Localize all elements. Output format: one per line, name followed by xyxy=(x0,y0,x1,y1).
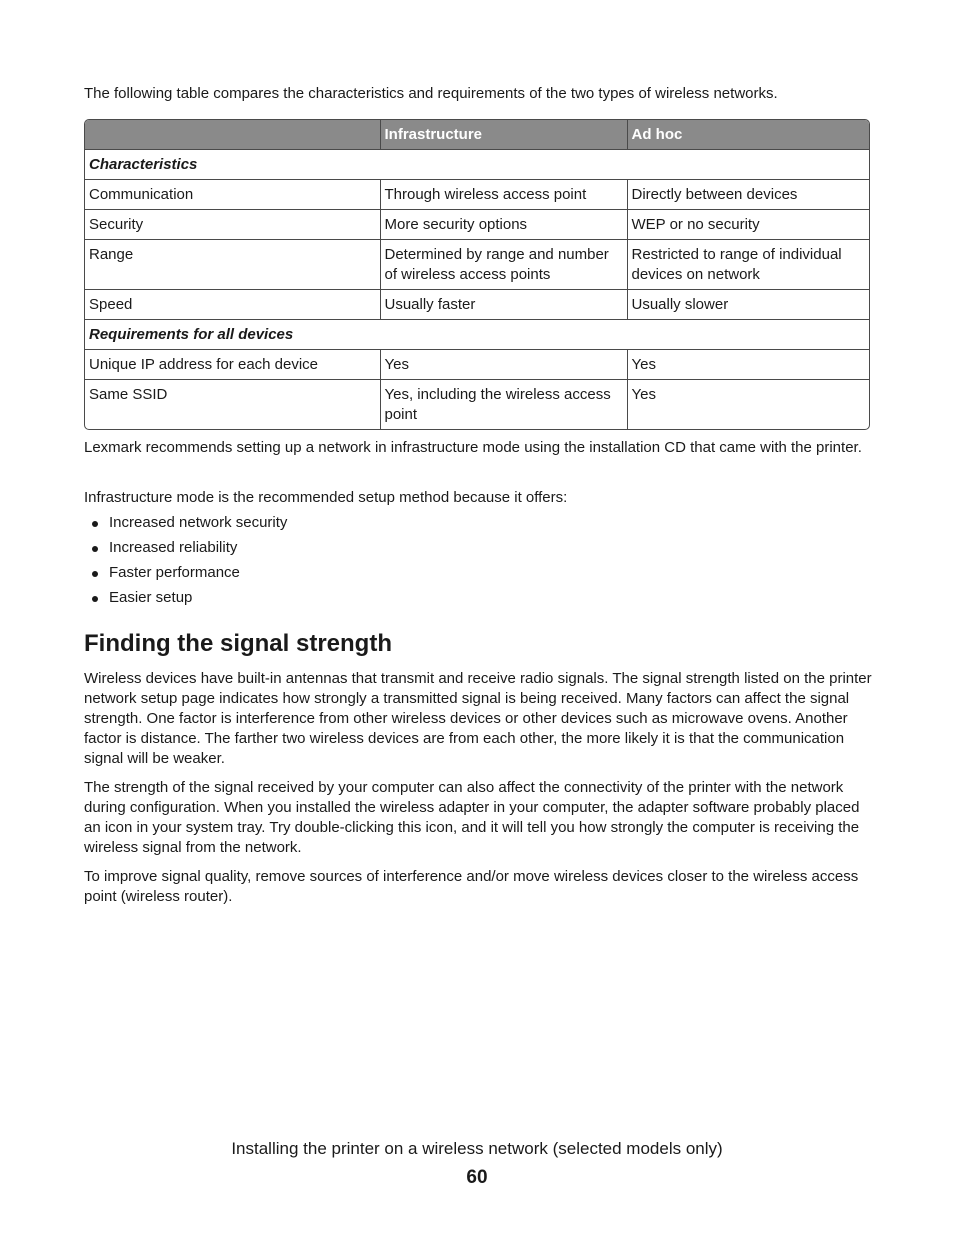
table-row xyxy=(85,210,869,240)
intro-paragraph: The following table compares the characteristics and requirements of the two types of wireless networks. xyxy=(84,85,778,102)
body-paragraph: To improve signal quality, remove sources of interference and/or move wireless devices closer to the wireless access point (wireless router). xyxy=(84,868,859,905)
table-cell: Same SSID xyxy=(85,380,380,430)
table-cell: Usually slower xyxy=(627,290,869,320)
table-cell: Determined by range and number of wireless access points xyxy=(380,240,627,290)
section-row-characteristics xyxy=(85,150,869,180)
list-item xyxy=(84,513,287,538)
table-cell: Communication xyxy=(85,180,380,210)
body-paragraph: Wireless devices have built-in antennas that transmit and receive radio signals. The signal strength listed on the printer network setup page indicates how strongly a transmitted signal is being received. Many factors can affect the signal strength. One factor is interference from other wireless devices or other devices such as microwave ovens. Another factor is distance. The farther two wireless devices are from each other, the more likely it is that the communication signal will be weaker. xyxy=(84,670,872,767)
footer-chapter-title: Installing the printer on a wireless network (selected models only) xyxy=(231,1139,723,1158)
table-cell: Unique IP address for each device xyxy=(85,350,380,380)
recommend-paragraph: Lexmark recommends setting up a network in infrastructure mode using the installation CD that came with the printer. xyxy=(84,439,862,456)
table-cell: Usually faster xyxy=(380,290,627,320)
table-row xyxy=(85,180,869,210)
table-cell: More security options xyxy=(380,210,627,240)
table-row xyxy=(85,350,869,380)
list-item xyxy=(84,538,287,563)
offers-intro: Infrastructure mode is the recommended setup method because it offers: xyxy=(84,489,568,506)
table-cell: Through wireless access point xyxy=(380,180,627,210)
bullet-icon xyxy=(92,521,98,527)
table-cell: Yes xyxy=(627,350,869,380)
table-cell: Directly between devices xyxy=(627,180,869,210)
table-cell: WEP or no security xyxy=(627,210,869,240)
page-number: 60 xyxy=(466,1167,488,1188)
table-cell: Speed xyxy=(85,290,380,320)
list-item xyxy=(84,563,287,588)
list-item-text: Increased reliability xyxy=(109,539,238,556)
table-cell: Range xyxy=(85,240,380,290)
body-paragraph: The strength of the signal received by your computer can also affect the connectivity of the printer with the network during configuration. When you installed the wireless adapter in your computer, the adapter software probably placed an icon in your system tray. Try double-clicking this icon, and it will tell you how strongly the computer is receiving the wireless signal from the network. xyxy=(84,779,860,856)
section-label: Requirements for all devices xyxy=(85,320,869,350)
section-label: Characteristics xyxy=(85,150,869,180)
list-item-text: Increased network security xyxy=(109,514,288,531)
table-row xyxy=(85,380,869,430)
table-cell: Security xyxy=(85,210,380,240)
table-row xyxy=(85,240,869,290)
comparison-table xyxy=(84,119,870,430)
table-cell: Yes, including the wireless access point xyxy=(380,380,627,430)
header-cell-empty xyxy=(85,120,380,150)
table-row xyxy=(85,290,869,320)
section-row-requirements xyxy=(85,320,869,350)
list-item-text: Faster performance xyxy=(109,564,240,581)
table-cell: Yes xyxy=(631,386,656,403)
list-item xyxy=(84,588,287,613)
list-item-text: Easier setup xyxy=(109,589,193,606)
bullet-icon xyxy=(92,596,98,602)
table-cell: Restricted to range of individual devices on network xyxy=(627,240,869,290)
header-cell-adhoc: Ad hoc xyxy=(627,120,869,150)
bullet-icon xyxy=(92,571,98,577)
table-cell: Yes xyxy=(380,350,627,380)
section-heading: Finding the signal strength xyxy=(84,630,392,657)
header-cell-infrastructure: Infrastructure xyxy=(380,120,627,150)
benefits-list xyxy=(84,513,287,613)
table-header-row xyxy=(85,120,869,150)
bullet-icon xyxy=(92,546,98,552)
